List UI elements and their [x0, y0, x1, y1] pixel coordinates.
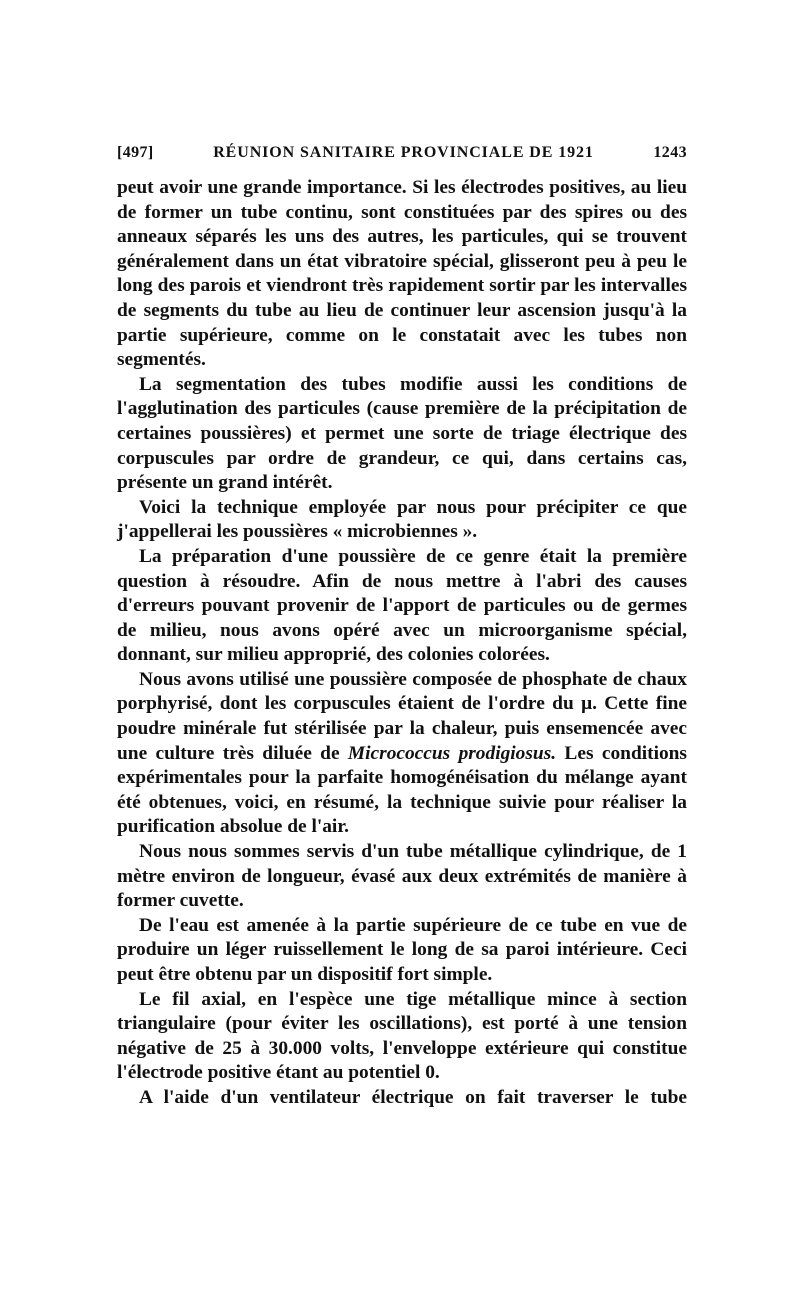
- paragraph: La segmentation des tubes modifie aussi les conditions de l'agglutination des particules (cause première de la précipitation de certaines poussières) et permet une sorte de triage électrique des corpuscules par ordre de grandeur, ce qui, dans certains cas, présente un grand intérêt.: [117, 373, 687, 494]
- page-number: 1243: [653, 144, 687, 161]
- paragraph: [117, 668, 687, 840]
- paragraph-text: Nous avons utilisé une poussière composée de phosphate de chaux porphyrisé, dont les corpuscules étaient de l'ordre du μ. Cette fine poudre minérale fut stérilisée par la chaleur, puis ensemencée avec une culture très diluée de: [117, 668, 687, 764]
- running-header: [117, 144, 687, 162]
- running-title: RÉUNION SANITAIRE PROVINCIALE DE 1921: [213, 144, 594, 161]
- paragraph: A l'aide d'un ventilateur électrique on fait traverser le tube: [139, 1086, 687, 1108]
- body-text: [117, 176, 687, 1111]
- paragraph: La préparation d'une poussière de ce genre était la première question à résoudre. Afin de nous mettre à l'abri des causes d'erreurs pouvant provenir de l'apport de particules ou de germes de milieu, nous avons opéré avec un microorganisme spécial, donnant, sur milieu approprié, des colonies colorées.: [117, 545, 687, 666]
- paragraph: De l'eau est amenée à la partie supérieure de ce tube en vue de produire un léger ruissellement le long de sa paroi intérieure. Ceci peut être obtenu par un dispositif fort simple.: [117, 914, 687, 985]
- paragraph: peut avoir une grande importance. Si les électrodes positives, au lieu de former un tube continu, sont constituées par des spires ou des anneaux séparés les uns des autres, les particules, qui se trouvent généralement dans un état vibratoire spécial, glisseront peu à peu le long des parois et viendront très rapidement sortir par les intervalles de segments du tube au lieu de continuer leur ascension jusqu'à la partie supérieure, comme on le constatait avec les tubes non segmentés.: [117, 177, 687, 371]
- paragraph-text: Les conditions expérimentales pour la parfaite homogénéisation du mélange ayant été obtenues, voici, en résumé, la technique suivie pour réaliser la purification absolue de l'air.: [117, 742, 687, 838]
- book-page: [117, 144, 687, 1111]
- paragraph: Le fil axial, en l'espèce une tige métallique mince à section triangulaire (pour éviter les oscillations), est porté à une tension négative de 25 à 30.000 volts, l'enveloppe extérieure qui constitue l'électrode positive étant au potentiel 0.: [117, 988, 687, 1084]
- species-name: Micrococcus prodigiosus.: [347, 742, 557, 764]
- paragraph: Nous nous sommes servis d'un tube métallique cylindrique, de 1 mètre environ de longueur, évasé aux deux extrémités de manière à former cuvette.: [117, 841, 687, 912]
- section-number: [497]: [117, 144, 154, 161]
- paragraph: Voici la technique employée par nous pour précipiter ce que j'appellerai les poussières « microbiennes ».: [117, 496, 687, 543]
